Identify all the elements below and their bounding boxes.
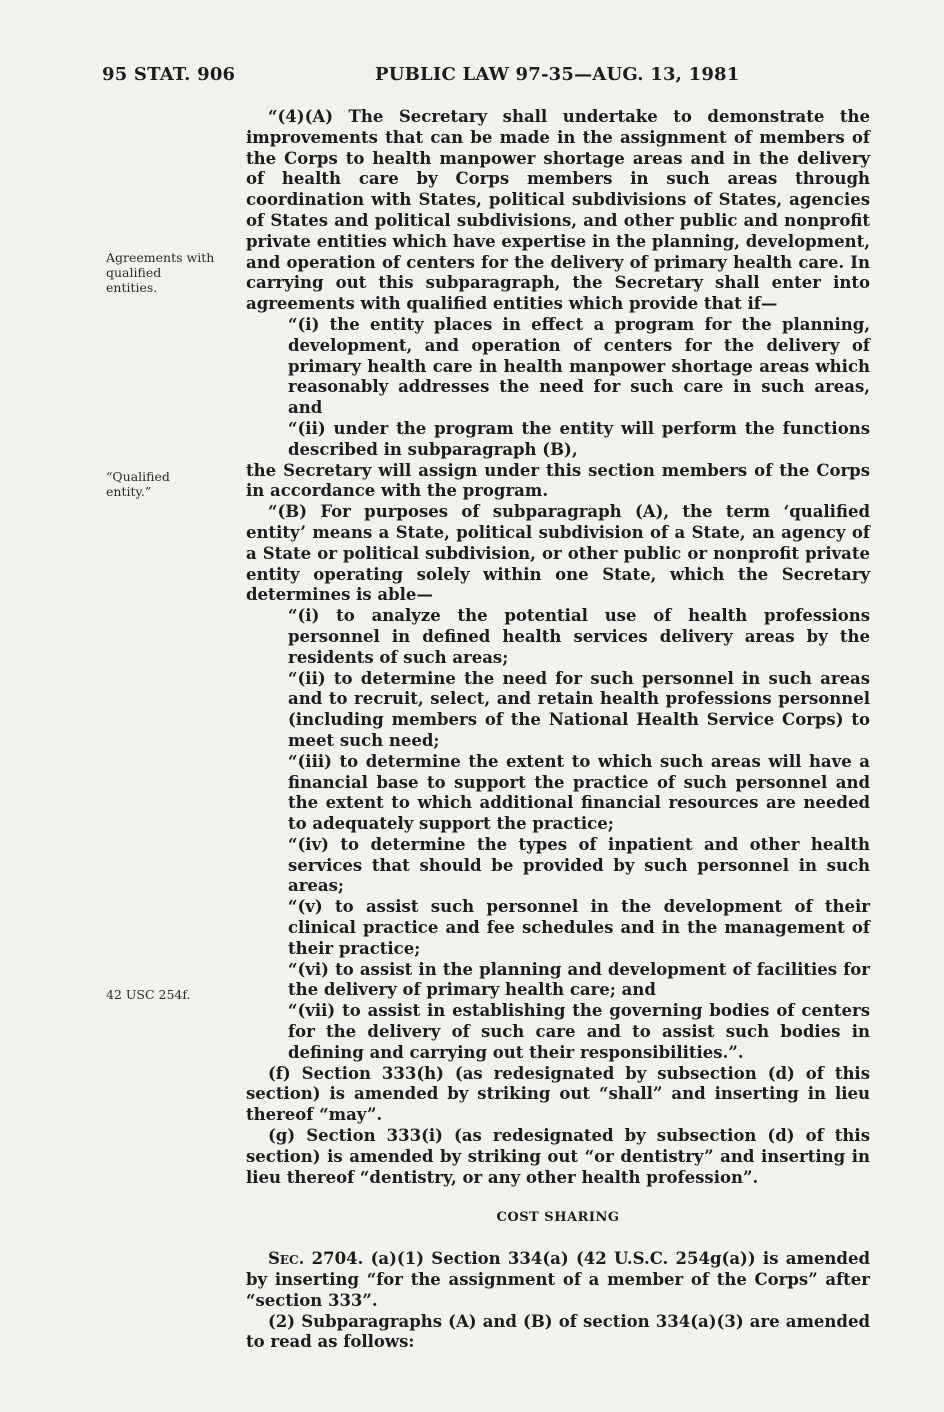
margin-note-usc: 42 USC 254f. <box>106 987 191 1002</box>
clause-4b-iii: “(iii) to determine the extent to which such areas will have a financial base to support the practice of such personnel and the extent to which additional financial resources are needed to adequately support the practice; <box>288 751 870 834</box>
paragraph-4a: “(4)(A) The Secretary shall undertake to demonstrate the improvements that can be made in the assignment of members of the Corps to health manpower shortage areas and in the delivery of health care by Corps members in such areas through coordination with States, political subdivisions of States, agencies of States and political subdivisions, and other public and nonprofit private entities which have expertise in the planning, development, and operation of centers for the delivery of primary health care. In carrying out this subparagraph, the Secretary shall enter into agreements with qualified entities which provide that if— <box>246 107 870 314</box>
statute-text <box>246 107 870 1353</box>
margin-note-agreements: Agreements with qualified entities. <box>106 250 215 295</box>
margin-note-qualified-entity: “Qualified entity.” <box>106 469 170 499</box>
statute-page-number: 95 STAT. 906 <box>102 64 236 85</box>
paragraph-4a-conclusion: the Secretary will assign under this section members of the Corps in accordance with the program. <box>246 460 870 501</box>
clause-4b-vii: “(vii) to assist in establishing the governing bodies of centers for the delivery of such care and to assist such bodies in defining and carrying out their responsibilities.”. <box>288 1001 870 1062</box>
section-2704-a1 <box>246 1249 870 1311</box>
subsection-g: (g) Section 333(i) (as redesignated by subsection (d) of this section) is amended by striking out “or dentistry” and inserting in lieu thereof “dentistry, or any other health profession”. <box>246 1126 870 1187</box>
clause-4b-ii: “(ii) to determine the need for such personnel in such areas and to recruit, select, and retain health professions personnel (including members of the National Health Service Corps) to meet such need; <box>288 668 870 750</box>
section-2704-a2: (2) Subparagraphs (A) and (B) of section 334(a)(3) are amended to read as follows: <box>246 1311 870 1352</box>
paragraph-4b: “(B) For purposes of subparagraph (A), the term ‘qualified entity’ means a State, political subdivision of a State, an agency of a State or political subdivision, or other public or nonprofit private entity operating solely within one State, which the Secretary determines is able— <box>246 502 870 605</box>
clause-4b-v: “(v) to assist such personnel in the development of their clinical practice and fee schedules and in the management of their practice; <box>288 897 870 958</box>
section-2704-a1-text: 2704. (a)(1) Section 334(a) (42 U.S.C. 254g(a)) is amended by inserting “for the assignment of a member of the Corps” after “section 333”. <box>246 1249 870 1310</box>
section-heading: COST SHARING <box>496 1210 620 1226</box>
clause-4a-ii: “(ii) under the program the entity will perform the functions described in subparagraph (B), <box>288 418 870 459</box>
clause-4b-i: “(i) to analyze the potential use of health professions personnel in defined health services delivery areas by the residents of such areas; <box>288 606 870 667</box>
clause-4b-vi: “(vi) to assist in the planning and development of facilities for the delivery of primary health care; and <box>288 959 870 1000</box>
subsection-f: (f) Section 333(h) (as redesignated by subsection (d) of this section) is amended by striking out “shall” and inserting in lieu thereof “may”. <box>246 1063 870 1125</box>
section-label: Sec. <box>268 1249 305 1269</box>
clause-4a-i: “(i) the entity places in effect a program for the planning, development, and operation of centers for the delivery of primary health care in health manpower shortage areas which reasonably addresses the need for such care in such areas, and <box>288 314 870 418</box>
running-header: PUBLIC LAW 97-35—AUG. 13, 1981 <box>375 64 740 85</box>
clause-4b-iv: “(iv) to determine the types of inpatient and other health services that should be provided by such personnel in such areas; <box>288 834 870 896</box>
